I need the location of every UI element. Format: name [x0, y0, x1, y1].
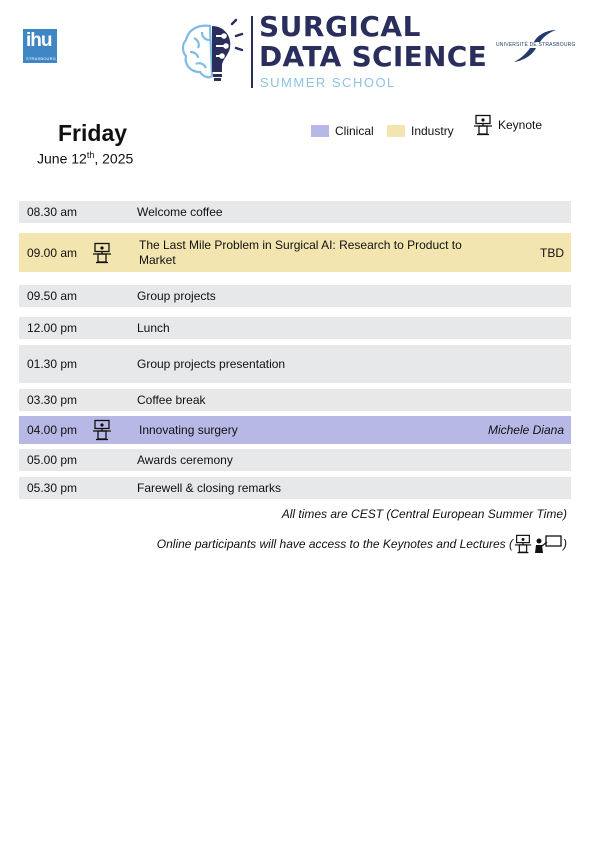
- schedule-row: [19, 201, 571, 223]
- unistra-logo-text: UNIVERSITÉ DE STRASBOURG: [496, 42, 576, 48]
- date-year: , 2025: [94, 150, 134, 167]
- row-speaker: Michele Diana: [487, 423, 564, 437]
- date-main: June 12: [37, 150, 87, 167]
- clinical-swatch: [311, 125, 329, 137]
- row-title: Lunch: [137, 320, 170, 335]
- ihu-logo: [23, 29, 57, 63]
- timezone-note: All times are CEST (Central European Summer Time): [281, 507, 567, 521]
- row-time: 05.00 pm: [27, 453, 78, 467]
- legend-clinical: [311, 124, 374, 138]
- day-title: Friday: [58, 120, 128, 146]
- row-time: 09.50 am: [27, 289, 78, 303]
- schedule-row: [19, 477, 571, 499]
- legend-keynote: [472, 118, 542, 132]
- header-divider: [251, 16, 253, 88]
- keynote-podium-icon: [91, 419, 113, 441]
- row-time: 04.00 pm: [27, 423, 78, 437]
- schedule-row: [19, 389, 571, 411]
- school-title-line1: SURGICAL: [259, 10, 421, 43]
- school-subtitle: SUMMER SCHOOL: [260, 75, 396, 90]
- keynote-podium-icon: [472, 114, 494, 136]
- online-note-close: ): [563, 537, 567, 551]
- row-speaker: TBD: [540, 245, 564, 260]
- schedule-row-keynote: [19, 233, 571, 272]
- keynote-podium-icon: [513, 533, 533, 555]
- row-title: Welcome coffee: [137, 204, 223, 219]
- row-title: Awards ceremony: [137, 452, 233, 467]
- brain-bulb-icon: [180, 18, 244, 86]
- row-time: 09.00 am: [27, 245, 78, 260]
- row-title: Group projects presentation: [137, 356, 286, 371]
- schedule-row: [19, 285, 571, 307]
- schedule-row: [19, 345, 571, 383]
- row-title: Group projects: [137, 288, 216, 303]
- row-time: 05.30 pm: [27, 481, 78, 495]
- legend-industry-label: Industry: [411, 124, 454, 138]
- ihu-logo-subtext: STRASBOURG: [26, 56, 57, 61]
- row-time: 08.30 am: [27, 205, 78, 219]
- day-date: [37, 150, 133, 167]
- row-title: The Last Mile Problem in Surgical AI: Research to Product to Market: [139, 237, 462, 267]
- legend-industry: [387, 124, 454, 138]
- row-time: 12.00 pm: [27, 321, 78, 335]
- school-title-line2: DATA SCIENCE: [259, 40, 488, 73]
- online-note: [157, 533, 567, 555]
- row-title: Innovating surgery: [139, 422, 238, 437]
- schedule-row-keynote: [19, 416, 571, 444]
- row-time: 03.30 pm: [27, 393, 78, 407]
- schedule-row: [19, 449, 571, 471]
- row-title: Farewell & closing remarks: [137, 480, 282, 495]
- lecture-board-icon: [533, 534, 563, 554]
- legend-clinical-label: Clinical: [335, 124, 374, 138]
- legend-keynote-label: Keynote: [498, 118, 543, 132]
- online-note-text: Online participants will have access to the Keynotes and Lectures (: [156, 537, 513, 551]
- row-title: Coffee break: [137, 392, 206, 407]
- ihu-logo-text: ihu: [26, 30, 52, 51]
- date-ordinal: th: [86, 150, 95, 160]
- industry-swatch: [387, 125, 405, 137]
- row-time: 01.30 pm: [27, 357, 78, 371]
- keynote-podium-icon: [91, 242, 113, 264]
- schedule-row: [19, 317, 571, 339]
